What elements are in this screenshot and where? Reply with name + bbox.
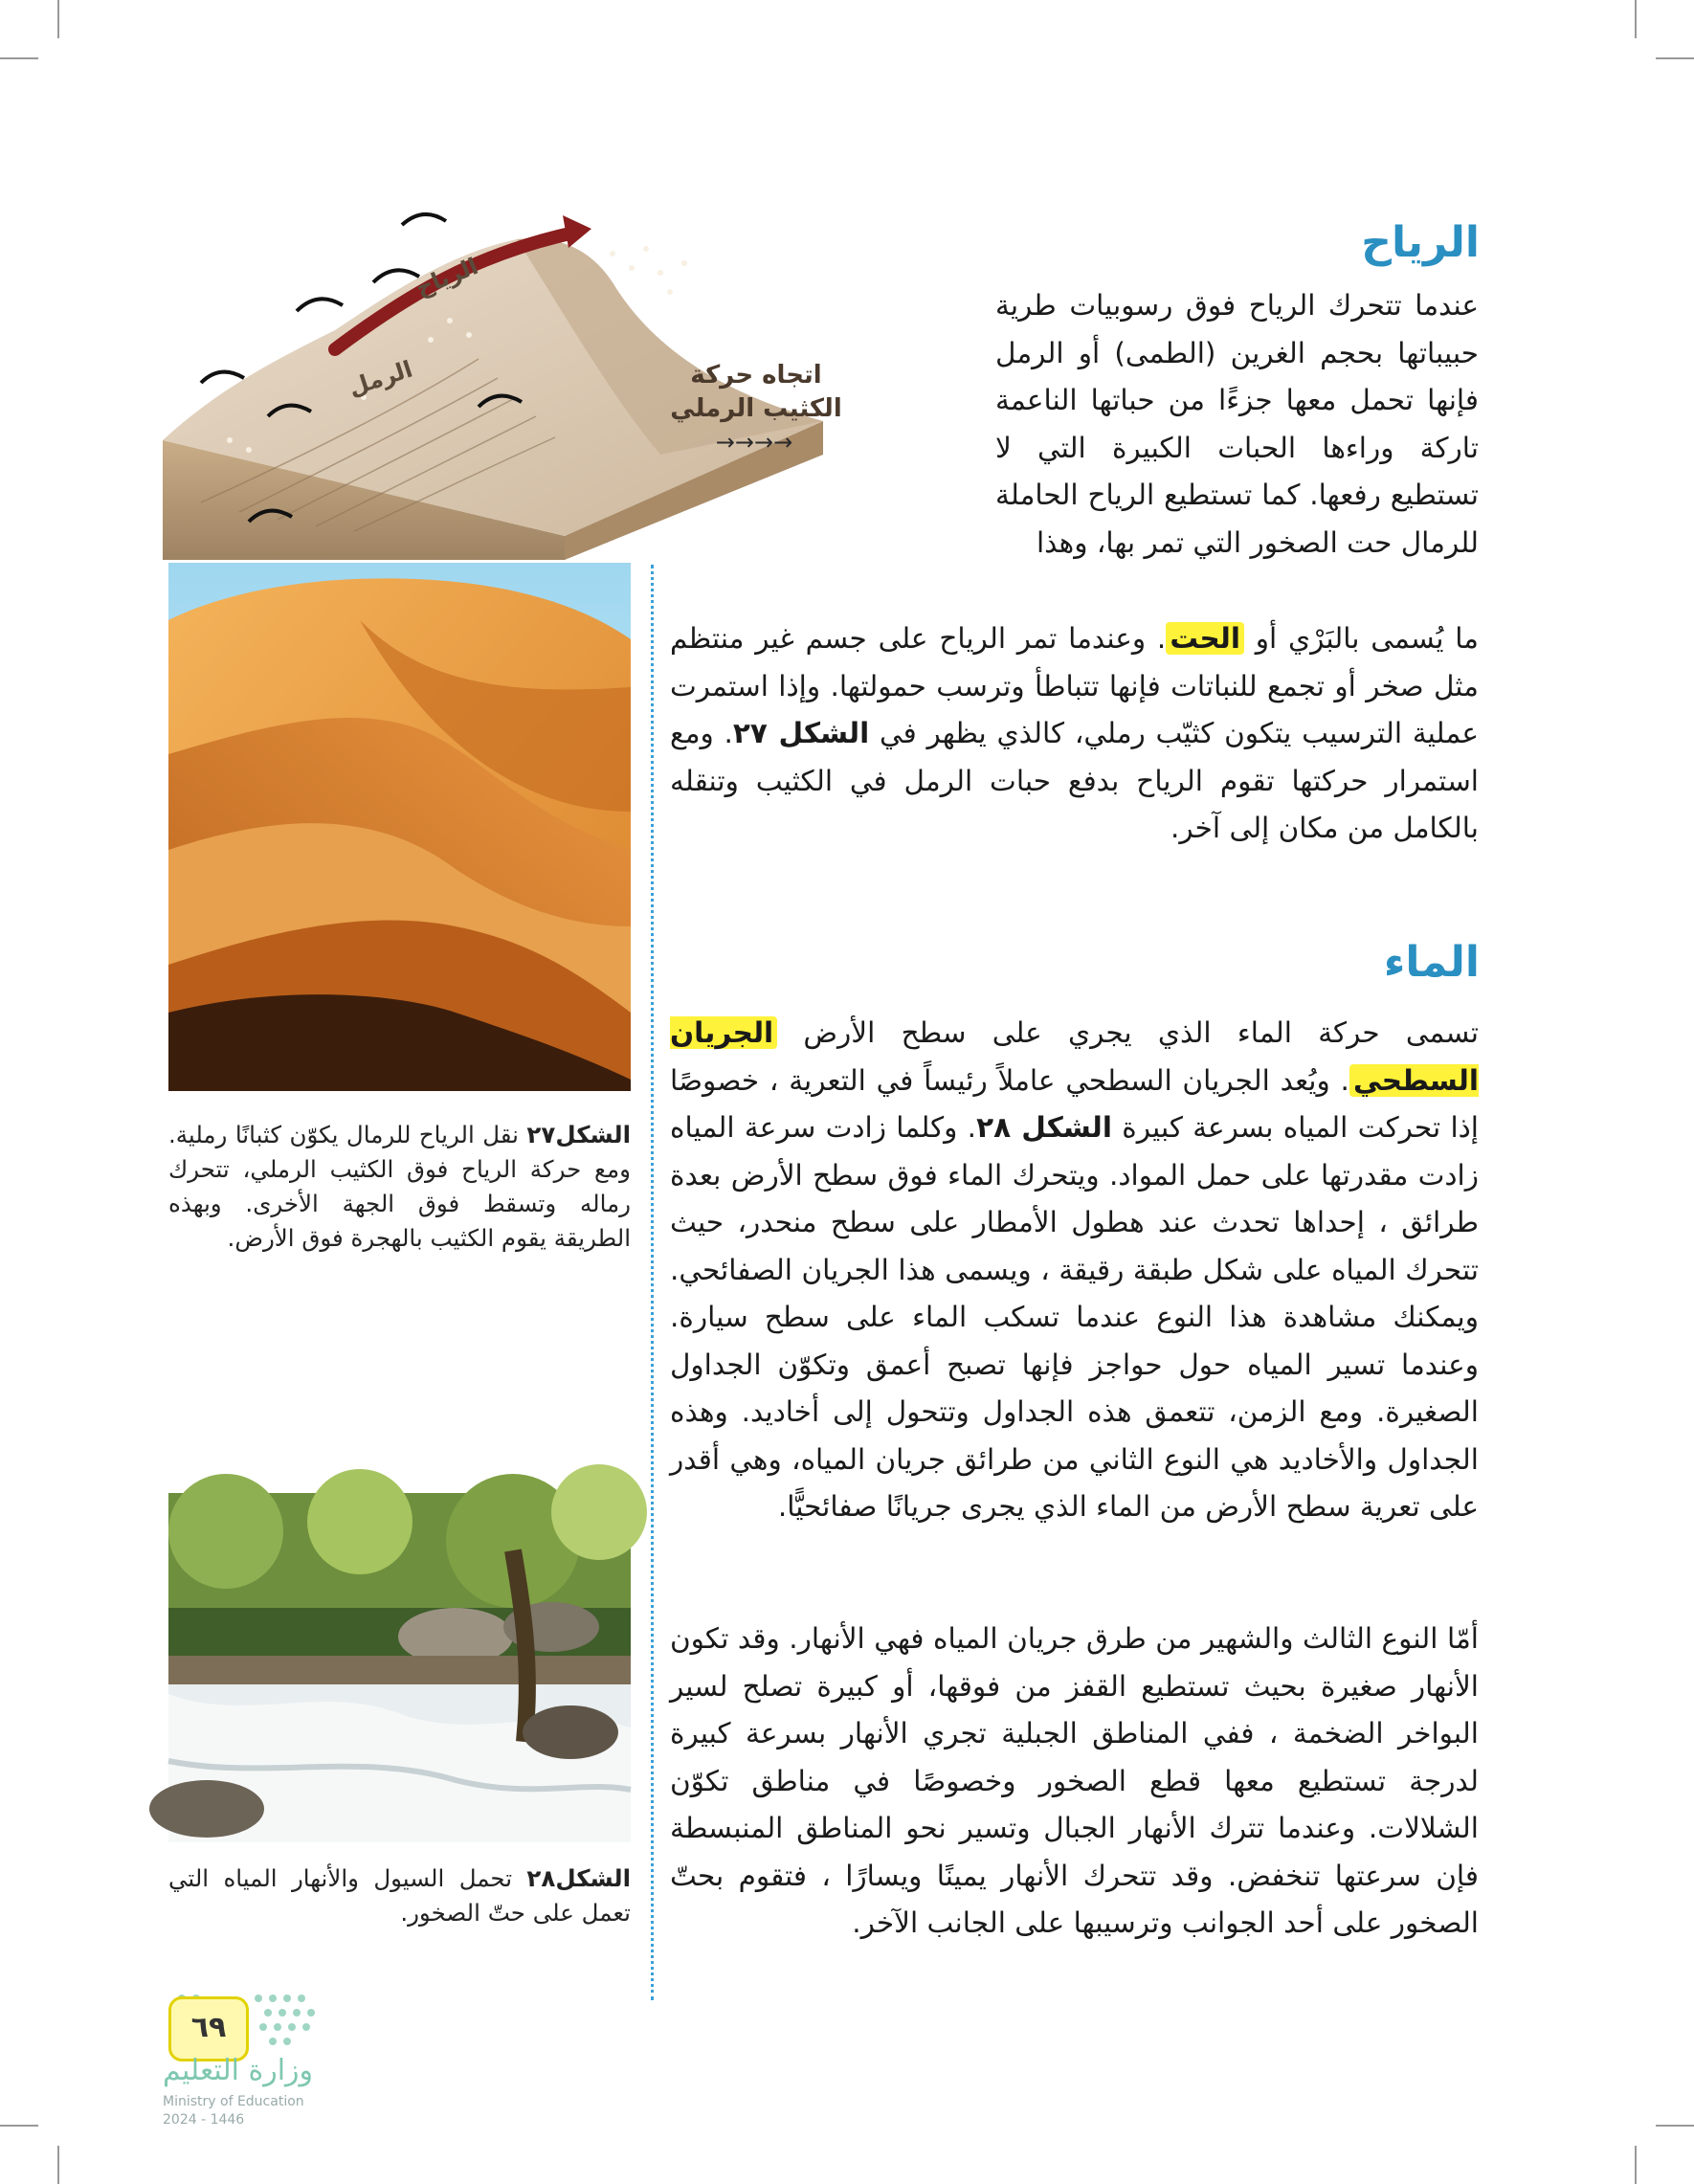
ministry-name-english: Ministry of Education [163, 2094, 304, 2109]
column-divider [651, 565, 654, 2000]
dune-diagram-illustration [163, 215, 842, 560]
water-paragraph-runoff [670, 1010, 1479, 1531]
section-title-wind: الرياح [1361, 218, 1480, 267]
crop-mark [1656, 57, 1694, 59]
figure-27-caption [168, 1118, 631, 1256]
figure-28-reference: الشكل ٢٨ [976, 1111, 1112, 1144]
diagram-label-wind: الرياح [412, 252, 482, 302]
academic-year: 2024 - 1446 [163, 2112, 245, 2128]
sand-dunes-illustration [168, 563, 631, 1091]
waterfall-photo [168, 1493, 631, 1842]
wind-p2-text-c: . ومع استمرار حركتها تقوم الرياح بدفع حبات الرمل في الكثيب وتنقله بالكامل من مكان إلى آخر. [670, 717, 1479, 844]
crop-mark [0, 57, 38, 59]
water-paragraph-rivers: أمّا النوع الثالث والشهير من طرق جريان المياه فهي الأنهار. وقد تكون الأنهار صغيرة بحيث تستطيع القفز من فوقها، أو كبيرة تصلح لسير البواخر الضخمة ، ففي المناطق الجبلية تجري الأنهار بسرعة كبيرة لدرجة تستطيع معها قطع الصخور وخصوصًا في مناطق تكوّن الشلالات. وعندما تترك الأنهار الجبال وتسير نحو المناطق المنبسطة فإن سرعتها تنخفض. وقد تتحرك الأنهار يمينًا ويسارًا ، فتقوم بحتّ الصخور على أحد الجوانب وترسيبها على الجانب الآخر. [670, 1622, 1479, 1939]
figure-28-label: الشكل٢٨ [526, 1864, 631, 1892]
term-abrasion: الحت [1166, 622, 1244, 655]
figure-27-reference: الشكل ٢٧ [732, 717, 870, 749]
diagram-label-direction-1: اتجاه حركة [690, 361, 822, 390]
dune-diagram-figure [163, 215, 842, 560]
water-p1-text-c: . وكلما زادت سرعة المياه زادت مقدرتها على حمل المواد. ويتحرك الماء فوق سطح الأرض بعدة طرائق ، إحداها تحدث عند هطول الأمطار على سطح منحدر، حيث تتحرك المياه على شكل طبقة رقيقة ، ويسمى هذا الجريان الصفائحي. ويمكنك مشاهدة هذا النوع عندما تسكب الماء على سطح سيارة. وعندما تسير المياه حول حواجز فإنها تصبح أعمق وتكوّن الجداول الصغيرة. ومع الزمن، تتعمق هذه الجداول وتتحول إلى أخاديد. وهذه الجداول والأخاديد هي النوع الثاني من طرائق جريان المياه، وهي أقدر على تعرية سطح الأرض من الماء الذي يجرى جريانًا صفائحيًّا. [670, 1111, 1479, 1523]
sand-dunes-photo [168, 563, 631, 1091]
figure-27-label: الشكل٢٧ [526, 1121, 631, 1148]
crop-mark [57, 0, 59, 38]
crop-mark [57, 2146, 59, 2184]
figure-28-caption [168, 1861, 631, 1930]
water-p1-text-b: . ويُعد الجريان السطحي عاملاً رئيساً في التعرية ، خصوصًا إذا تحركت المياه بسرعة كبيرة [670, 1063, 1480, 1144]
wind-paragraph-intro: عندما تتحرك الرياح فوق رسوبيات طرية حبيباتها بحجم الغرين (الطمى) أو الرمل فإنها تحمل معها جزءًا من حباتها الناعمة تاركة وراءها الحبات الكبيرة التي لا تستطيع رفعها. كما تستطيع الرياح الحاملة للرمال حت الصخور التي تمر بها، وهذا [995, 289, 1479, 559]
water-p1-text-a: تسمى حركة الماء الذي يجري على سطح الأرض [777, 1016, 1479, 1049]
wind-p2-text-b: . وعندما تمر الرياح على جسم غير منتظم مثل صخر أو تجمع للنباتات فإنها تتباطأ وترسب حمولتها. وإذا استمرت عملية الترسيب يتكون كثيّب رملي، كالذي يظهر في [670, 622, 1479, 749]
wind-paragraph-deposition [670, 615, 1479, 853]
crop-mark [1635, 0, 1637, 38]
crop-mark [1656, 2125, 1694, 2127]
diagram-label-sand: الرمل [345, 355, 416, 402]
page-number: ٦٩ [168, 1996, 249, 2061]
waterfall-illustration [168, 1493, 631, 1842]
figure-27-caption-text: نقل الرياح للرمال يكوّن كثبانًا رملية. ومع حركة الرياح فوق الكثيب الرملي، تتحرك رماله وتسقط فوق الجهة الأخرى. وبهذه الطريقة يقوم الكثيب بالهجرة فوق الأرض. [168, 1121, 631, 1252]
figure-28-caption-text: تحمل السيول والأنهار المياه التي تعمل على حتّ الصخور. [168, 1864, 631, 1927]
wind-p2-text-a: ما يُسمى بالبَرْي أو [1244, 622, 1479, 655]
diagram-label-direction-2: الكثيب الرملي [670, 394, 842, 423]
crop-mark [0, 2125, 38, 2127]
term-surface-runoff: الجريان السطحي [670, 1016, 1479, 1097]
ministry-name-arabic: وزارة التعليم [163, 2054, 314, 2087]
crop-mark [1635, 2146, 1637, 2184]
diagram-direction-arrows: →→→→ [715, 429, 793, 456]
section-title-water: الماء [1383, 938, 1480, 987]
